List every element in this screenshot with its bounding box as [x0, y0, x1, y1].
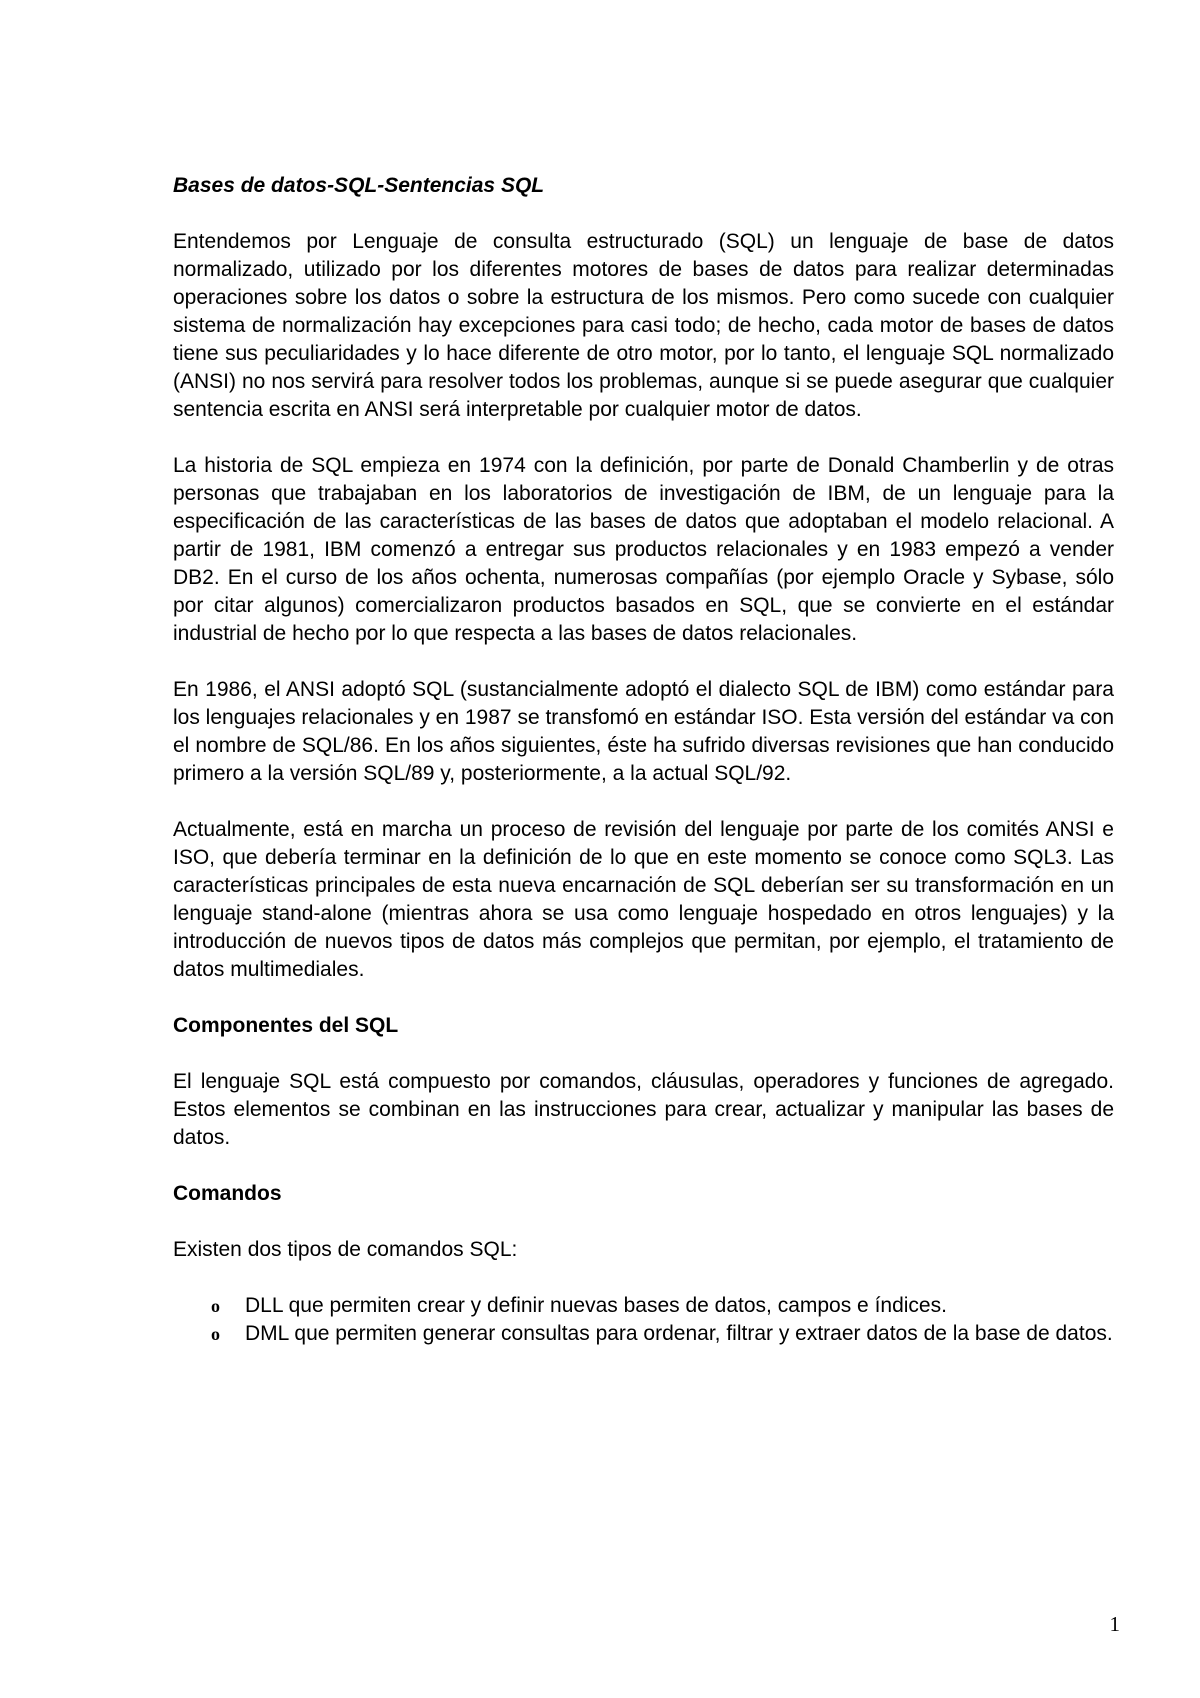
- document-page: [173, 172, 1114, 1348]
- paragraph-sql3-revision: Actualmente, está en marcha un proceso de revisión del lenguaje por parte de los comités ANSI e ISO, que debería terminar en la definición de lo que en este momento se conoce como SQL3. Las características principales de esta nueva encarnación de SQL deberían ser su transformación en un lenguaje stand-alone (mientras ahora se usa como lenguaje hospedado en otros lenguajes) y la introducción de nuevos tipos de datos más complejos que permitan, por ejemplo, el tratamiento de datos multimediales.: [173, 818, 1114, 981]
- paragraph-comandos-intro: Existen dos tipos de comandos SQL:: [173, 1238, 518, 1261]
- heading-comandos: Comandos: [173, 1182, 282, 1205]
- paragraph-sql-history: La historia de SQL empieza en 1974 con la definición, por parte de Donald Chamberlin y de otras personas que trabajaban en los laboratorios de investigación de IBM, de un lenguaje para la especificación de las características de las bases de datos que adoptaban el modelo relacional. A partir de 1981, IBM comenzó a entregar sus productos relacionales y en 1983 empezó a vender DB2. En el curso de los años ochenta, numerosas compañías (por ejemplo Oracle y Sybase, sólo por citar algunos) comercializaron productos basados en SQL, que se convierte en el estándar industrial de hecho por lo que respecta a las bases de datos relacionales.: [173, 454, 1114, 645]
- paragraph-sql-definition: Entendemos por Lenguaje de consulta estructurado (SQL) un lenguaje de base de datos normalizado, utilizado por los diferentes motores de bases de datos para realizar determinadas operaciones sobre los datos o sobre la estructura de los mismos. Pero como sucede con cualquier sistema de normalización hay excepciones para casi todo; de hecho, cada motor de bases de datos tiene sus peculiaridades y lo hace diferente de otro motor, por lo tanto, el lenguaje SQL normalizado (ANSI) no nos servirá para resolver todos los problemas, aunque si se puede asegurar que cualquier sentencia escrita en ANSI será interpretable por cualquier motor de datos.: [173, 230, 1114, 421]
- paragraph-ansi-standard: En 1986, el ANSI adoptó SQL (sustancialmente adoptó el dialecto SQL de IBM) como estándar para los lenguajes relacionales y en 1987 se transfomó en estándar ISO. Esta versión del estándar va con el nombre de SQL/86. En los años siguientes, éste ha sufrido diversas revisiones que han conducido primero a la versión SQL/89 y, posteriormente, a la actual SQL/92.: [173, 678, 1114, 785]
- command-types-list: [173, 1292, 1114, 1348]
- paragraph-componentes: El lenguaje SQL está compuesto por comandos, cláusulas, operadores y funciones de agregado. Estos elementos se combinan en las instrucciones para crear, actualizar y manipular las bases de datos.: [173, 1070, 1114, 1149]
- bullet-icon: o: [211, 1296, 220, 1316]
- list-item-dml: [173, 1320, 1114, 1348]
- heading-componentes: Componentes del SQL: [173, 1014, 399, 1037]
- bullet-icon: o: [211, 1324, 220, 1344]
- list-item-text: DLL que permiten crear y definir nuevas bases de datos, campos e índices.: [245, 1294, 947, 1317]
- page-number: 1: [1109, 1612, 1120, 1636]
- list-item-text: DML que permiten generar consultas para ordenar, filtrar y extraer datos de la base de datos.: [245, 1322, 1113, 1345]
- list-item-dll: [173, 1292, 1114, 1320]
- document-title: Bases de datos-SQL-Sentencias SQL: [173, 174, 545, 197]
